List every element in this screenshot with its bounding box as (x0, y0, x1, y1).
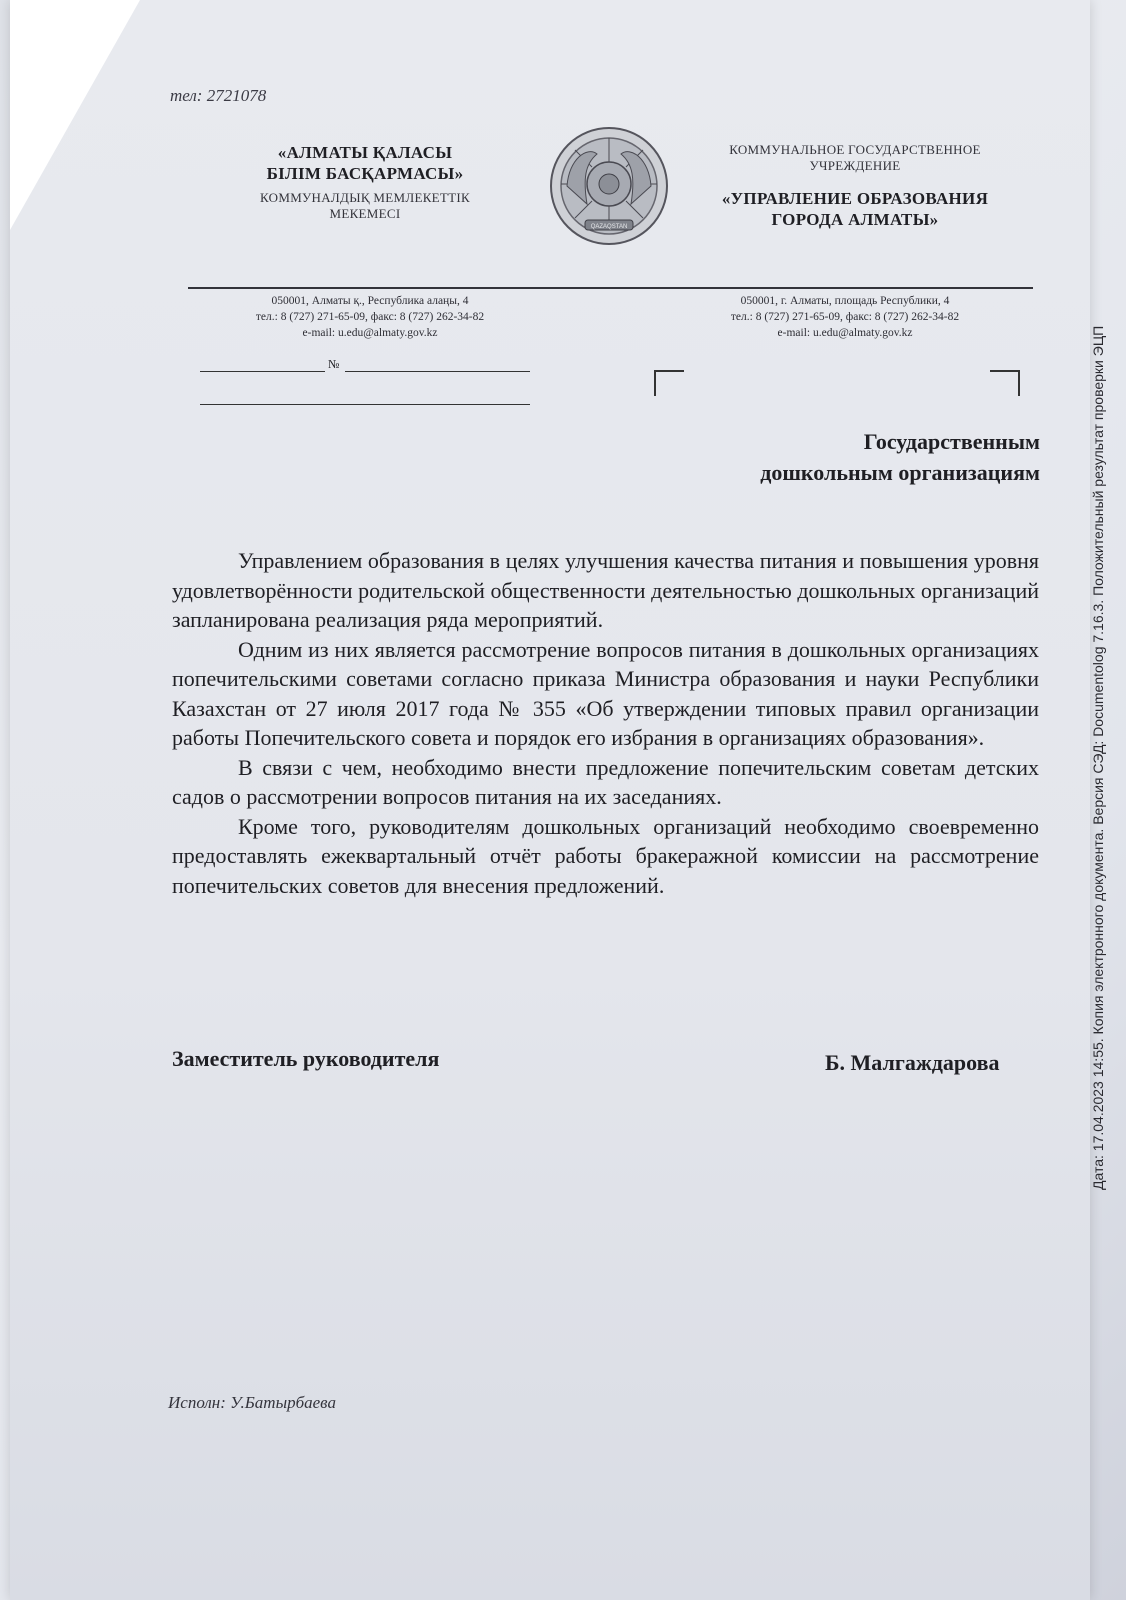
emblem-ribbon-text: QAZAQSTAN (590, 224, 628, 230)
body-paragraph: Одним из них является рассмотрение вопросов питания в дошкольных организациях попечительскими советами согласно приказа Министра образования и науки Республики Казахстан от 27 июля 2017 года № 355 «Об утверждении типовых правил организации работы Попечительского совета и порядок его избрания в организациях образования». (172, 636, 1039, 750)
state-emblem-icon (547, 124, 671, 248)
signatory-title: Заместитель руководителя (172, 1046, 440, 1071)
org-name-kazakh: «АЛМАТЫ ҚАЛАСЫ БІЛІМ БАСҚАРМАСЫ» (266, 143, 464, 183)
letter-body (172, 546, 1039, 900)
address-field-right-corner (990, 370, 1020, 396)
header-kazakh-block (215, 142, 515, 222)
number-sign: № (328, 357, 340, 371)
org-type-russian: КОММУНАЛЬНОЕ ГОСУДАРСТВЕННОЕ УЧРЕЖДЕНИЕ (729, 142, 981, 173)
org-type-kazakh: КОММУНАЛДЫҚ МЕМЛЕКЕТТІК МЕКЕМЕСІ (260, 190, 470, 221)
registration-date-number-line (200, 358, 530, 372)
recipient-line: Государственным (863, 429, 1040, 454)
header-divider (188, 287, 1033, 289)
recipient-line: дошкольным организациям (760, 460, 1040, 485)
document-page (10, 0, 1090, 1600)
edms-stamp-vertical: Дата: 17.04.2023 14:55. Копия электронного документа. Версия СЭД: Documentolog 7.16.3. Положительный результат проверки ЭЦП (1090, 325, 1106, 1190)
body-paragraph: Кроме того, руководителям дошкольных организаций необходимо своевременно предоставлять ежеквартальный отчёт работы бракеражной комиссии на рассмотрение попечительских советов для внесения предложений. (172, 813, 1039, 898)
address-field-left-corner (654, 370, 684, 396)
page-corner-fold (10, 0, 140, 230)
registration-blank-line (200, 404, 530, 405)
phone-note: тел: 2721078 (170, 86, 267, 105)
address-kazakh: 050001, Алматы қ., Республика алаңы, 4 тел.: 8 (727) 271-65-09, факс: 8 (727) 262-34-82 e-mail: u.edu@almaty.gov.kz (255, 295, 485, 339)
header-russian-block (700, 142, 1010, 230)
org-name-russian: «УПРАВЛЕНИЕ ОБРАЗОВАНИЯ ГОРОДА АЛМАТЫ» (721, 189, 989, 229)
address-russian: 050001, г. Алматы, площадь Республики, 4 тел.: 8 (727) 271-65-09, факс: 8 (727) 262-34-82 e-mail: u.edu@almaty.gov.kz (730, 295, 960, 339)
body-paragraph: В связи с чем, необходимо внести предложение попечительским советам детских садов о рассмотрении вопросов питания на их заседаниях. (172, 754, 1039, 809)
signatory-name: Б. Малгаждарова (825, 1050, 1000, 1075)
body-paragraph: Управлением образования в целях улучшения качества питания и повышения уровня удовлетворённости родительской общественности деятельностью дошкольных организаций запланирована реализация ряда мероприятий. (172, 548, 1039, 632)
executor-note: Исполн: У.Батырбаева (168, 1393, 336, 1412)
recipient-block (650, 426, 1040, 488)
